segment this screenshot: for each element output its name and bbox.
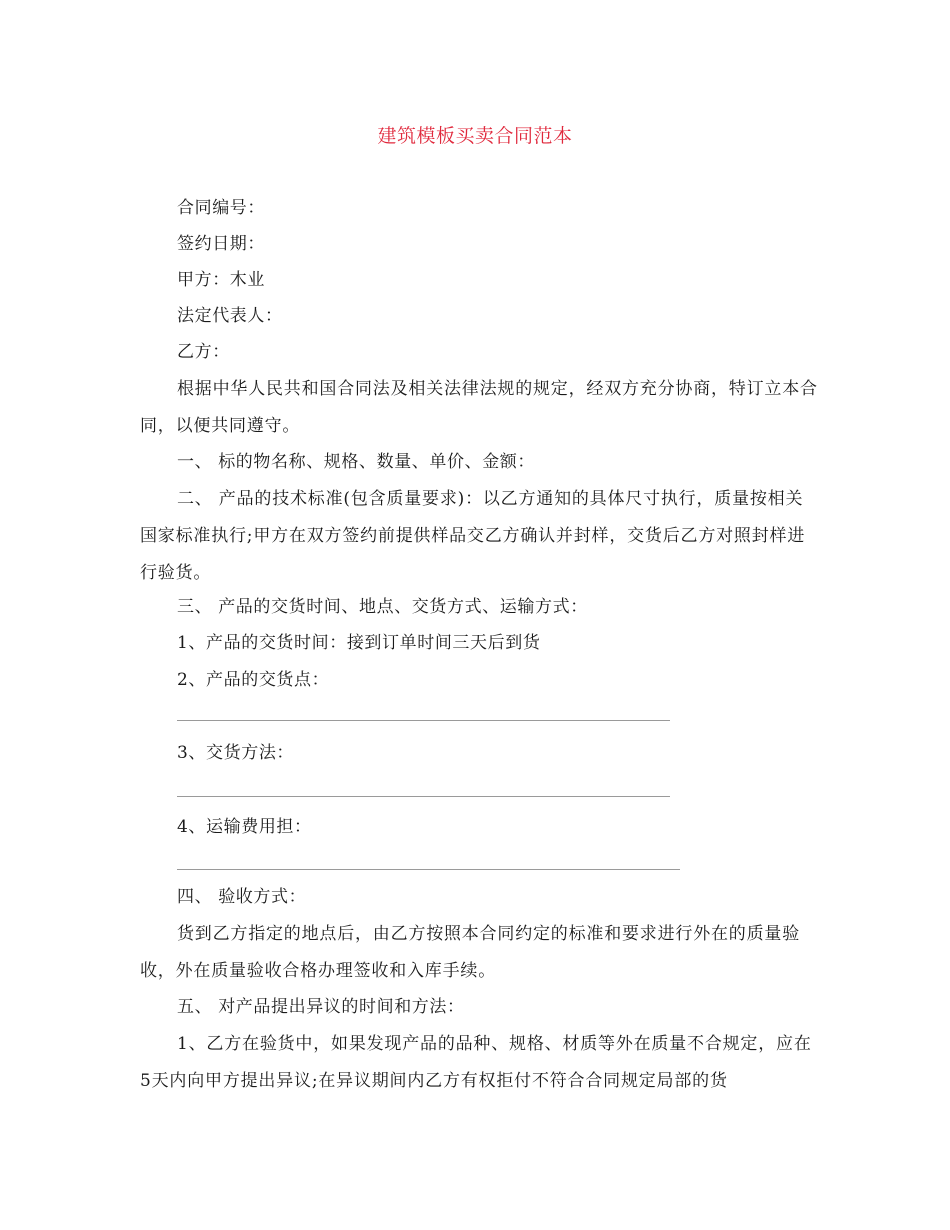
delivery-time-item: 1、产品的交货时间：接到订单时间三天后到货 <box>177 633 541 653</box>
delivery-place-blank-line <box>177 720 670 721</box>
legal-representative-field: 法定代表人： <box>177 306 283 326</box>
delivery-method-blank-line <box>177 796 670 797</box>
section-5-item-1: 1、乙方在验货中，如果发现产品的品种、规格、材质等外在质量不合规定，应在5天内向甲方提出异议;在异议期间内乙方有权拒付不符合合同规定局部的货 <box>140 1034 812 1091</box>
document-title: 建筑模板买卖合同范本 <box>377 125 573 147</box>
section-3-heading: 三、 产品的交货时间、地点、交货方式、运输方式： <box>177 597 588 617</box>
party-b-field: 乙方： <box>177 342 230 362</box>
transport-cost-blank-line <box>177 869 680 870</box>
section-2-paragraph: 二、 产品的技术标准(包含质量要求)：以乙方通知的具体尺寸执行，质量按相关国家标准执行;甲方在双方签约前提供样品交乙方确认并封样，交货后乙方对照封样进行验货。 <box>140 489 806 583</box>
party-a-field: 甲方：木业 <box>177 270 265 290</box>
delivery-place-item: 2、产品的交货点： <box>177 670 330 690</box>
delivery-method-item: 3、交货方法： <box>177 743 295 763</box>
preamble-paragraph: 根据中华人民共和国合同法及相关法律法规的规定，经双方充分协商，特订立本合同，以便共同遵守。 <box>140 379 818 436</box>
section-5-heading: 五、 对产品提出异议的时间和方法： <box>177 997 465 1017</box>
section-4-paragraph: 货到乙方指定的地点后，由乙方按照本合同约定的标准和要求进行外在的质量验收，外在质量验收合格办理签收和入库手续。 <box>140 924 800 981</box>
transport-cost-item: 4、运输费用担： <box>177 817 312 837</box>
section-1-heading: 一、 标的物名称、规格、数量、单价、金额： <box>177 452 536 472</box>
section-4-heading: 四、 验收方式： <box>177 887 307 907</box>
contract-number-field: 合同编号： <box>177 198 265 218</box>
signing-date-field: 签约日期： <box>177 234 265 254</box>
